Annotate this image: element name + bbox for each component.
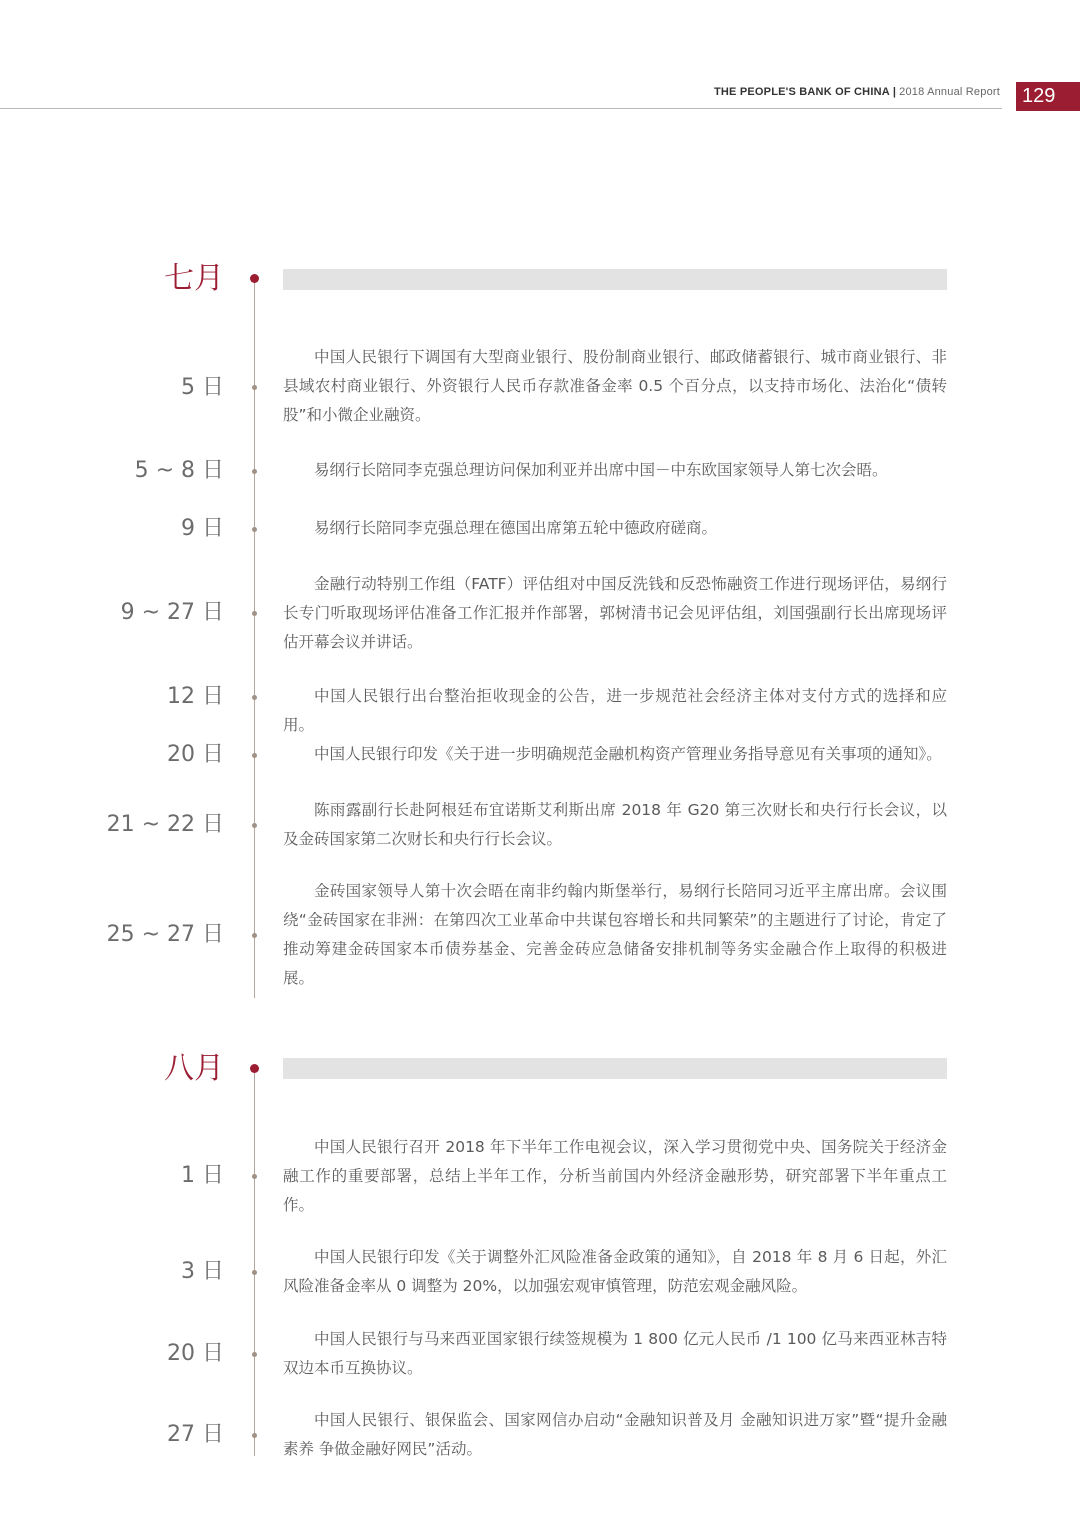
event-text: 中国人民银行印发《关于调整外汇风险准备金政策的通知》，自 2018 年 8 月 6 日起，外汇风险准备金率从 0 调整为 20%，以加强宏观审慎管理，防范宏观金融风险。: [283, 1248, 947, 1295]
event-text: 易纲行长陪同李克强总理在德国出席第五轮中德政府磋商。: [314, 519, 718, 537]
event-date: 21 ~ 22 日: [106, 812, 224, 837]
event-marker: [252, 823, 257, 828]
running-head-org: THE PEOPLE'S BANK OF CHINA: [713, 86, 890, 98]
event-marker: [252, 385, 257, 390]
event-marker: [252, 611, 257, 616]
timeline-line-august: [254, 1068, 255, 1456]
event-marker: [252, 695, 257, 700]
event-date: 5 ~ 8 日: [134, 458, 224, 483]
running-head-report: 2018 Annual Report: [899, 86, 1000, 98]
event-date: 9 日: [181, 516, 224, 541]
event-text: 金砖国家领导人第十次会晤在南非约翰内斯堡举行，易纲行长陪同习近平主席出席。会议围绕“金砖国家在非洲：在第四次工业革命中共谋包容增长和共同繁荣”的主题进行了讨论，肯定了推动筹建金砖国家本币债券基金、完善金砖应急储备安排机制等务实金融合作上取得的积极进展。: [283, 882, 947, 987]
event-date: 20 日: [167, 742, 224, 767]
event-date: 3 日: [181, 1259, 224, 1284]
event-text: 陈雨露副行长赴阿根廷布宜诺斯艾利斯出席 2018 年 G20 第三次财长和央行行长会议，以及金砖国家第二次财长和央行行长会议。: [283, 801, 947, 848]
event-text: 金融行动特别工作组（FATF）评估组对中国反洗钱和反恐怖融资工作进行现场评估，易纲行长专门听取现场评估准备工作汇报并作部署，郭树清书记会见评估组，刘国强副行长出席现场评估开幕会议并讲话。: [283, 575, 947, 651]
event-date: 5 日: [181, 375, 224, 400]
month-bar-july: [283, 269, 947, 290]
month-marker-august: [250, 1064, 259, 1073]
running-head-separator: |: [892, 86, 897, 98]
event-marker: [252, 933, 257, 938]
month-bar-august: [283, 1058, 947, 1079]
event-date: 27 日: [167, 1422, 224, 1447]
event-date: 1 日: [181, 1163, 224, 1188]
running-head: [714, 86, 1000, 98]
page-header: [0, 0, 1080, 112]
event-date: 20 日: [167, 1341, 224, 1366]
month-label-august: 八月: [164, 1051, 224, 1086]
header-rule: [0, 108, 1002, 109]
event-marker: [252, 1174, 257, 1179]
event-text: 中国人民银行与马来西亚国家银行续签规模为 1 800 亿元人民币 /1 100 亿马来西亚林吉特双边本币互换协议。: [283, 1330, 947, 1377]
event-text: 中国人民银行出台整治拒收现金的公告，进一步规范社会经济主体对支付方式的选择和应用。: [283, 687, 947, 734]
event-text: 中国人民银行印发《关于进一步明确规范金融机构资产管理业务指导意见有关事项的通知》。: [314, 745, 942, 763]
event-text: 易纲行长陪同李克强总理访问保加利亚并出席中国－中东欧国家领导人第七次会晤。: [314, 461, 888, 479]
event-text: 中国人民银行、银保监会、国家网信办启动“金融知识普及月 金融知识进万家”暨“提升金融素养 争做金融好网民”活动。: [283, 1411, 947, 1458]
event-text: 中国人民银行召开 2018 年下半年工作电视会议，深入学习贯彻党中央、国务院关于经济金融工作的重要部署，总结上半年工作，分析当前国内外经济金融形势，研究部署下半年重点工作。: [283, 1138, 947, 1214]
event-marker: [252, 527, 257, 532]
event-marker: [252, 1352, 257, 1357]
page-number: 129: [1016, 82, 1080, 111]
event-marker: [252, 1270, 257, 1275]
month-label-july: 七月: [164, 261, 224, 296]
month-marker-july: [250, 274, 259, 283]
event-date: 25 ~ 27 日: [106, 922, 224, 947]
event-date: 12 日: [167, 684, 224, 709]
event-marker: [252, 753, 257, 758]
event-text: 中国人民银行下调国有大型商业银行、股份制商业银行、邮政储蓄银行、城市商业银行、非县域农村商业银行、外资银行人民币存款准备金率 0.5 个百分点，以支持市场化、法治化“债转股”和小微企业融资。: [283, 348, 947, 424]
event-date: 9 ~ 27 日: [120, 600, 224, 625]
event-marker: [252, 1433, 257, 1438]
event-marker: [252, 469, 257, 474]
